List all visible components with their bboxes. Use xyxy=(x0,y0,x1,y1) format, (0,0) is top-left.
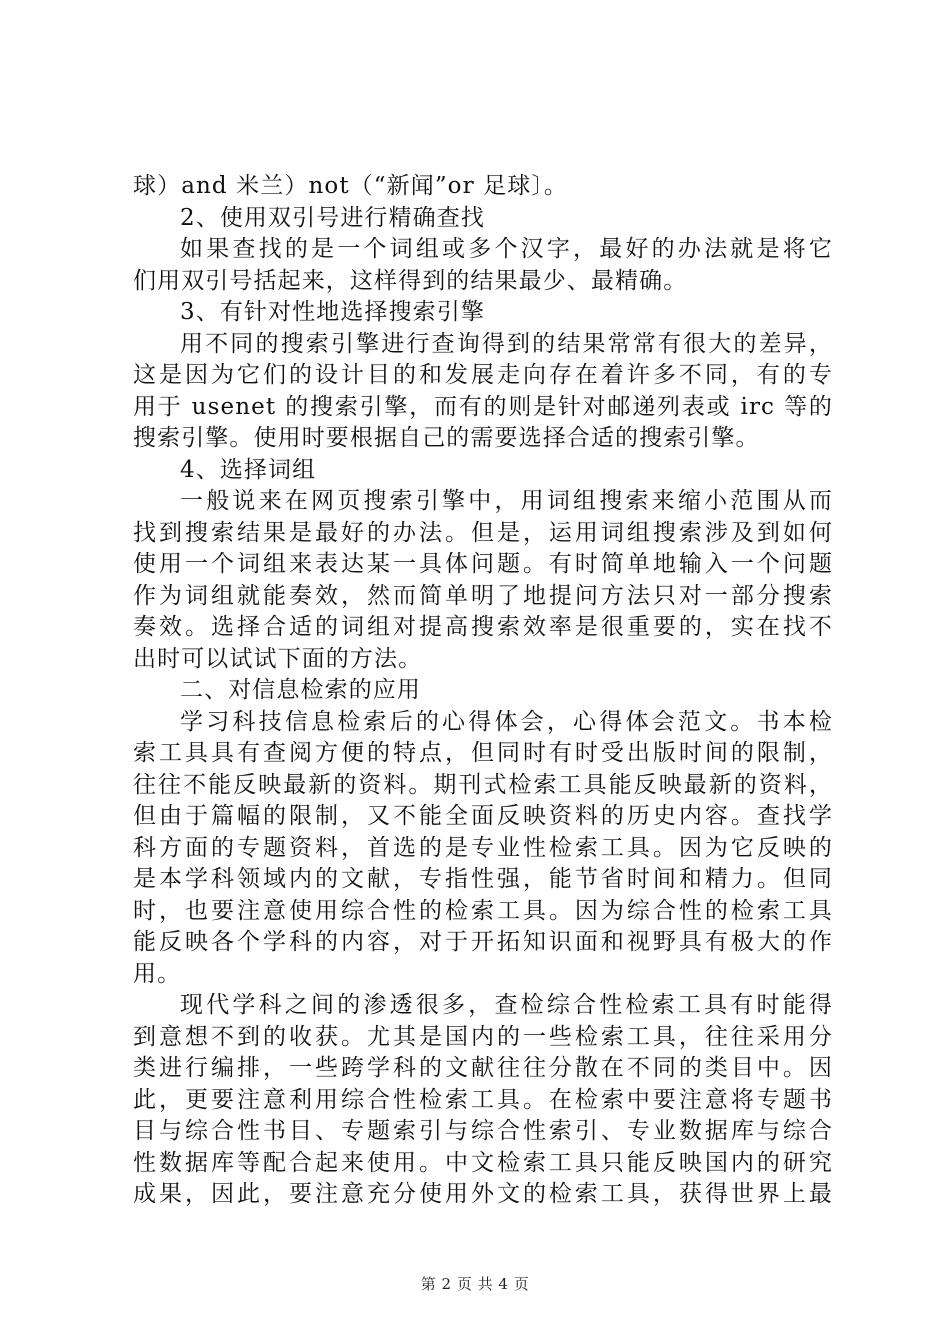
text-line: 二、对信息检索的应用 xyxy=(180,677,421,703)
text-line: 科方面的专题资料，首选的是专业性检索工具。因为它反映的 xyxy=(133,834,833,861)
text-line: 此，更要注意利用综合性检索工具。在检索中要注意将专题书 xyxy=(133,1086,833,1113)
text-line: 到意想不到的收获。尤其是国内的一些检索工具，往往采用分 xyxy=(133,1023,833,1050)
text-line: 学习科技信息检索后的心得体会，心得体会范文。书本检 xyxy=(180,708,833,735)
text-line: 奏效。选择合适的词组对提高搜索效率是很重要的，实在找不 xyxy=(133,614,833,640)
text-line: 现代学科之间的渗透很多，查检综合性检索工具有时能得 xyxy=(180,992,833,1018)
text-line: 是本学科领域内的文献，专指性强，能节省时间和精力。但同 xyxy=(133,866,833,892)
text-line: 搜索引擎。使用时要根据自己的需要选择合适的搜索引擎。 xyxy=(133,425,760,451)
text-line: 时，也要注意使用综合性的检索工具。因为综合性的检索工具 xyxy=(133,897,833,924)
text-line: 作为词组就能奏效，然而简单明了地提问方法只对一部分搜索 xyxy=(133,582,833,609)
page-number-label: 第 2 页 共 4 页 xyxy=(420,1275,530,1293)
text-line: 成果，因此，要注意充分使用外文的检索工具，获得世界上最 xyxy=(133,1181,833,1207)
document-body xyxy=(133,171,833,1211)
text-line: 找到搜索结果是最好的办法。但是，运用词组搜索涉及到如何 xyxy=(133,519,833,546)
text-line: 如果查找的是一个词组或多个汉字，最好的办法就是将它 xyxy=(180,236,833,262)
text-line: 4、选择词组 xyxy=(180,456,317,483)
text-line: 出时可以试试下面的方法。 xyxy=(133,645,423,672)
text-line: 3、有针对性地选择搜索引擎 xyxy=(180,299,485,325)
text-line: 但由于篇幅的限制，又不能全面反映资料的历史内容。查找学 xyxy=(133,803,833,829)
page-footer xyxy=(0,1273,950,1294)
text-line: 目与综合性书目、专题索引与综合性索引、专业数据库与综合 xyxy=(133,1118,833,1144)
text-line: 使用一个词组来表达某一具体问题。有时简单地输入一个问题 xyxy=(133,551,833,577)
text-line: 能反映各个学科的内容，对于开拓知识面和视野具有极大的作 xyxy=(133,929,833,955)
text-line: 球）and 米兰）not（“新闻”or 足球〕。 xyxy=(133,173,569,199)
text-line: 们用双引号括起来，这样得到的结果最少、最精确。 xyxy=(133,267,688,294)
text-line: 性数据库等配合起来使用。中文检索工具只能反映国内的研究 xyxy=(133,1149,833,1176)
text-line: 用于 usenet 的搜索引擎，而有的则是针对邮递列表或 irc 等的 xyxy=(133,393,833,420)
text-line: 类进行编排，一些跨学科的文献往往分散在不同的类目中。因 xyxy=(133,1055,833,1081)
text-line: 索工具具有查阅方便的特点，但同时有时受出版时间的限制， xyxy=(133,740,833,766)
text-line: 用。 xyxy=(133,960,182,987)
text-line: 一般说来在网页搜索引擎中，用词组搜索来缩小范围从而 xyxy=(180,488,833,514)
text-line: 往往不能反映最新的资料。期刊式检索工具能反映最新的资料， xyxy=(133,771,833,798)
text-line: 2、使用双引号进行精确查找 xyxy=(180,204,485,231)
text-line: 用不同的搜索引擎进行查询得到的结果常常有很大的差异， xyxy=(180,330,833,357)
text-line: 这是因为它们的设计目的和发展走向存在着许多不同，有的专 xyxy=(133,362,833,388)
